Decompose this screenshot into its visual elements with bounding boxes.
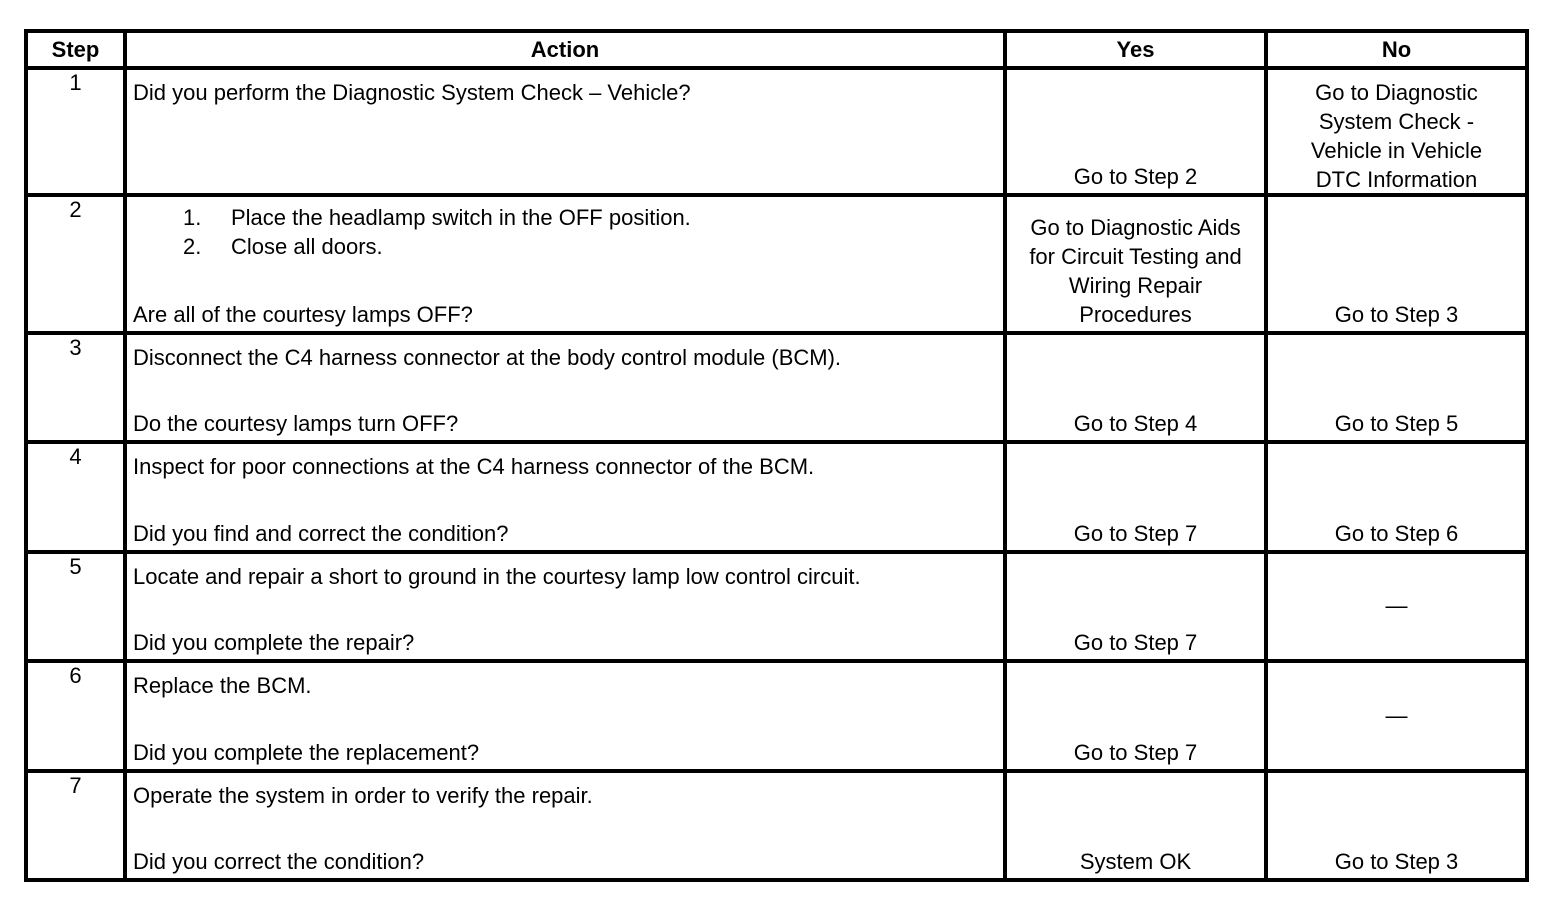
table-row [26,552,1527,661]
action-cell [125,333,1005,442]
yes-result [1007,213,1264,329]
yes-result: Go to Step 7 [1073,520,1198,546]
no-result-line: Go to Diagnostic [1315,80,1478,105]
yes-cell [1005,552,1266,661]
action-cell [125,661,1005,770]
header-row [26,31,1527,68]
yes-result-line: for Circuit Testing and [1029,243,1242,269]
list-number: 2. [183,234,202,260]
yes-cell [1005,442,1266,551]
action-cell [125,442,1005,551]
step-number: 4 [26,442,125,551]
no-result: Go to Step 3 [1334,301,1459,327]
action-question: Did you complete the repair? [133,630,415,656]
action-text: Locate and repair a short to ground in the courtesy lamp low control circuit. [133,563,861,589]
no-result: — [1385,702,1408,728]
step-number: 6 [26,661,125,770]
action-question: Are all of the courtesy lamps OFF? [133,301,473,327]
step-number: 7 [26,771,125,880]
list-number: 1. [183,205,202,231]
list-text: Close all doors. [231,234,383,260]
no-result-line: System Check - [1318,109,1475,134]
yes-cell [1005,333,1266,442]
yes-cell [1005,195,1266,333]
step-number: 1 [26,68,125,195]
action-cell [125,195,1005,333]
no-cell [1266,333,1527,442]
table-row [26,68,1527,195]
table-row [26,442,1527,551]
list-item [183,203,691,232]
yes-result: Go to Step 2 [1073,164,1198,190]
yes-cell [1005,661,1266,770]
yes-cell [1005,68,1266,195]
list-item [183,232,691,261]
no-result-line: DTC Information [1315,167,1478,192]
yes-result: Go to Step 4 [1073,411,1198,437]
diagnostic-table [24,29,1529,882]
action-text: Did you perform the Diagnostic System Check – Vehicle? [133,80,691,105]
table-row [26,195,1527,333]
header-yes: Yes [1005,31,1266,68]
table-row [26,771,1527,880]
header-action: Action [125,31,1005,68]
action-cell [125,771,1005,880]
yes-result-line: Procedures [1079,301,1192,327]
no-result: Go to Step 5 [1334,411,1459,437]
yes-cell [1005,771,1266,880]
action-text: Inspect for poor connections at the C4 harness connector of the BCM. [133,454,815,480]
action-list [183,203,691,261]
yes-result-line: Wiring Repair [1068,272,1203,298]
step-number: 3 [26,333,125,442]
no-result [1268,78,1525,194]
yes-result: System OK [1079,849,1192,874]
action-text: Operate the system in order to verify the repair. [133,782,593,808]
header-step: Step [26,31,125,68]
action-question: Did you complete the replacement? [133,739,480,765]
no-cell [1266,442,1527,551]
list-text: Place the headlamp switch in the OFF position. [231,205,691,231]
table-row [26,661,1527,770]
no-cell [1266,195,1527,333]
step-number: 5 [26,552,125,661]
yes-result: Go to Step 7 [1073,739,1198,765]
no-cell [1266,68,1527,195]
action-text: Disconnect the C4 harness connector at the body control module (BCM). [133,344,842,370]
no-result: Go to Step 3 [1334,849,1459,874]
no-result: Go to Step 6 [1334,520,1459,546]
action-question: Did you find and correct the condition? [133,520,509,546]
yes-result: Go to Step 7 [1073,630,1198,656]
table-row [26,333,1527,442]
no-result: — [1385,593,1408,619]
action-cell [125,552,1005,661]
action-question: Did you correct the condition? [133,849,425,874]
header-no: No [1266,31,1527,68]
action-text: Replace the BCM. [133,673,312,699]
action-cell [125,68,1005,195]
no-cell [1266,552,1527,661]
action-question: Do the courtesy lamps turn OFF? [133,411,459,437]
no-cell [1266,771,1527,880]
no-cell [1266,661,1527,770]
step-number: 2 [26,195,125,333]
no-result-line: Vehicle in Vehicle [1310,138,1483,163]
yes-result-line: Go to Diagnostic Aids [1030,214,1241,240]
